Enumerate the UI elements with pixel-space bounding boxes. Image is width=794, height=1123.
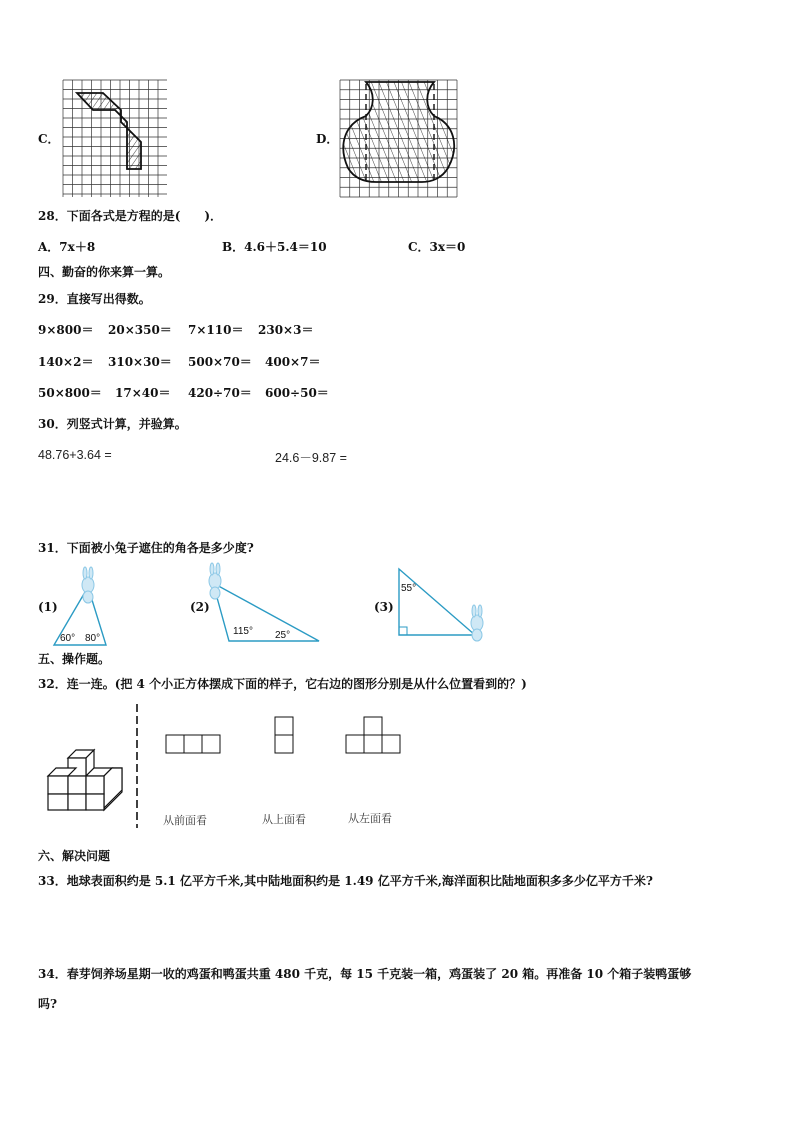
q29-stem: 29．直接写出得数。 (38, 292, 151, 306)
q29-item: 50×800＝ (38, 386, 102, 400)
q31-label-3: (3) (374, 600, 394, 614)
section6-title: 六、解决问题 (38, 849, 111, 863)
q32-caption-front: 从前面看 (163, 814, 207, 827)
rabbit-icon (209, 563, 221, 599)
option-c-shape (77, 93, 141, 169)
q31-label-1: (1) (38, 600, 58, 614)
q29-item: 20×350＝ (108, 323, 172, 337)
q28-option-b: B．4.6＋5.4＝10 (222, 240, 327, 254)
q32-stem: 32．连一连。(把 4 个小正方体摆成下面的样子，它右边的图形分别是从什么位置看到的？) (38, 677, 527, 691)
q31-fig1-angle-60: 60° (60, 633, 76, 644)
q31-fig2-angle-25: 25° (275, 630, 291, 641)
q32-view-top (274, 716, 296, 754)
option-c-label: C． (38, 132, 60, 146)
q30-stem: 30．列竖式计算，并验算。 (38, 417, 187, 431)
q28-option-a: A．7x＋8 (38, 240, 96, 254)
q32-view-front (165, 734, 223, 754)
q32-cube-stack (44, 750, 124, 812)
q29-item: 17×40＝ (115, 386, 171, 400)
q31-fig1-angle-80: 80° (85, 633, 101, 644)
q29-item: 310×30＝ (108, 355, 172, 369)
q33-stem: 33．地球表面积约是 5.1 亿平方千米,其中陆地面积约是 1.49 亿平方千米,海洋面积比陆地面积多多少亿平方千米? (38, 874, 653, 888)
q28-option-c: C．3x＝0 (408, 240, 466, 254)
q29-item: 500×70＝ (188, 355, 252, 369)
q31-figure-2 (205, 565, 321, 645)
q29-item: 140×2＝ (38, 355, 94, 369)
q32-view-left (345, 716, 403, 754)
q34-line-2: 吗? (38, 997, 58, 1011)
q29-item: 7×110＝ (188, 323, 244, 337)
q30-expr-2: 24.6－9.87 = (275, 451, 347, 465)
option-d-figure (340, 80, 458, 198)
rabbit-icon (471, 605, 483, 641)
q31-fig2-angle-115: 115° (233, 626, 253, 637)
q29-item: 600÷50＝ (265, 386, 329, 400)
q31-figure-1 (50, 565, 110, 647)
q32-caption-left: 从左面看 (348, 812, 392, 825)
option-d-label: D． (316, 132, 339, 146)
q29-item: 420÷70＝ (188, 386, 252, 400)
section4-title: 四、勤奋的你来算一算。 (38, 265, 171, 279)
q31-stem: 31．下面被小兔子遮住的角各是多少度? (38, 541, 254, 555)
q34-line-1: 34．春芽饲养场星期一收的鸡蛋和鸭蛋共重 480 千克，每 15 千克装一箱，鸡蛋装了 20 箱。再准备 10 个箱子装鸭蛋够 (38, 967, 692, 981)
q32-caption-top: 从上面看 (262, 813, 306, 826)
divider-dashed-line (134, 704, 140, 828)
option-c-figure (63, 80, 169, 198)
q29-item: 230×3＝ (258, 323, 314, 337)
q29-item: 9×800＝ (38, 323, 94, 337)
q29-item: 400×7＝ (265, 355, 321, 369)
q31-fig3-angle-55: 55° (401, 583, 417, 594)
q31-label-2: (2) (190, 600, 210, 614)
rabbit-icon (82, 567, 94, 603)
q28-stem: 28．下面各式是方程的是( )． (38, 209, 223, 223)
q31-figure-3 (395, 565, 495, 645)
section5-title: 五、操作题。 (38, 652, 111, 666)
q30-expr-1: 48.76+3.64 = (38, 448, 112, 462)
